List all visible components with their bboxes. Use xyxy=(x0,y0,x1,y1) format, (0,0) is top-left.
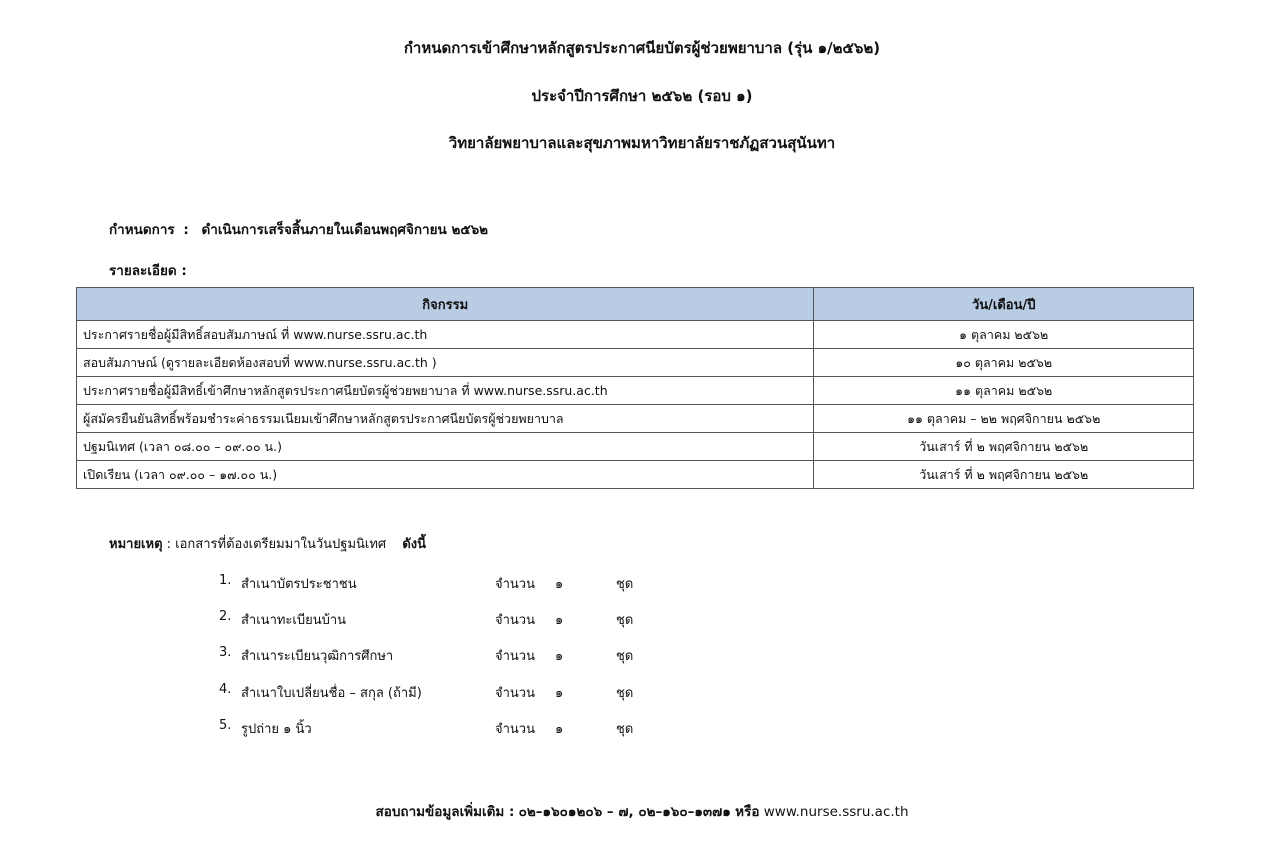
academic-year-heading: ประจำปีการศึกษา ๒๕๖๒ (รอบ ๑) xyxy=(531,87,753,105)
table-row xyxy=(77,377,1194,405)
item-unit: ชุด xyxy=(616,722,634,737)
contact-footer xyxy=(0,800,1284,822)
item-name: สำเนาระเบียนวุฒิการศึกษา xyxy=(241,649,394,664)
activity-cell: ประกาศรายชื่อผู้มีสิทธิ์สอบสัมภาษณ์ ที่ www.nurse.ssru.ac.th xyxy=(77,321,814,349)
activity-cell: ผู้สมัครยืนยันสิทธิ์พร้อมชำระค่าธรรมเนียมเข้าศึกษาหลักสูตรประกาศนียบัตรผู้ช่วยพยาบาล xyxy=(77,405,814,433)
schedule-separator: : xyxy=(183,222,189,238)
item-qty-label: จำนวน xyxy=(495,649,535,664)
item-unit: ชุด xyxy=(616,577,634,592)
item-number: 2. xyxy=(219,609,232,624)
date-cell: วันเสาร์ ที่ ๒ พฤศจิกายน ๒๕๖๒ xyxy=(814,433,1194,461)
contact-website-link[interactable]: www.nurse.ssru.ac.th xyxy=(763,804,909,820)
table-row xyxy=(77,461,1194,489)
item-qty-label: จำนวน xyxy=(495,686,535,701)
table-row xyxy=(77,321,1194,349)
item-name: สำเนาใบเปลี่ยนชื่อ – สกุล (ถ้ามี) xyxy=(241,686,422,701)
item-qty-label: จำนวน xyxy=(495,577,535,592)
table-row xyxy=(77,349,1194,377)
item-number: 5. xyxy=(219,718,232,733)
note-text: : เอกสารที่ต้องเตรียมมาในวันปฐมนิเทศ xyxy=(166,537,387,552)
activity-cell: ประกาศรายชื่อผู้มีสิทธิ์เข้าศึกษาหลักสูตรประกาศนียบัตรผู้ช่วยพยาบาล ที่ www.nurse.ssru.ac.th xyxy=(77,377,814,405)
item-name: สำเนาบัตรประชาชน xyxy=(241,577,357,592)
date-cell: ๑ ตุลาคม ๒๕๖๒ xyxy=(814,321,1194,349)
item-number: 3. xyxy=(219,645,232,660)
contact-label: สอบถามข้อมูลเพิ่มเติม : xyxy=(375,804,515,820)
contact-phones: ๐๒–๑๖๐๑๒๐๖ – ๗, ๐๒–๑๖๐–๑๓๗๑ xyxy=(518,804,731,820)
table-header-row xyxy=(77,288,1194,321)
schedule-line xyxy=(109,218,488,240)
table-row xyxy=(77,405,1194,433)
item-count: ๑ xyxy=(555,722,564,737)
schedule-value: ดำเนินการเสร็จสิ้นภายในเดือนพฤศจิกายน ๒๕๖๒ xyxy=(201,222,489,238)
contact-or: หรือ xyxy=(735,804,760,820)
item-unit: ชุด xyxy=(616,613,634,628)
item-count: ๑ xyxy=(555,649,564,664)
item-number: 4. xyxy=(219,682,232,697)
item-unit: ชุด xyxy=(616,649,634,664)
activity-cell: ปฐมนิเทศ (เวลา ๐๘.๐๐ – ๐๙.๐๐ น.) xyxy=(77,433,814,461)
item-name: รูปถ่าย ๑ นิ้ว xyxy=(241,722,312,737)
date-cell: วันเสาร์ ที่ ๒ พฤศจิกายน ๒๕๖๒ xyxy=(814,461,1194,489)
document-title: กำหนดการเข้าศึกษาหลักสูตรประกาศนียบัตรผู้ช่วยพยาบาล (รุ่น ๑/๒๕๖๒) xyxy=(403,39,881,57)
item-unit: ชุด xyxy=(616,686,634,701)
details-label: รายละเอียด : xyxy=(109,263,187,279)
college-name-heading: วิทยาลัยพยาบาลและสุขภาพมหาวิทยาลัยราชภัฏสวนสุนันทา xyxy=(448,134,836,152)
item-name: สำเนาทะเบียนบ้าน xyxy=(241,613,347,628)
note-label: หมายเหตุ xyxy=(109,537,163,552)
date-cell: ๑๐ ตุลาคม ๒๕๖๒ xyxy=(814,349,1194,377)
schedule-table xyxy=(76,287,1194,489)
column-header-date: วัน/เดือน/ปี xyxy=(814,288,1194,321)
item-count: ๑ xyxy=(555,577,564,592)
schedule-label: กำหนดการ xyxy=(109,222,175,238)
column-header-activity: กิจกรรม xyxy=(77,288,814,321)
item-qty-label: จำนวน xyxy=(495,722,535,737)
date-cell: ๑๑ ตุลาคม – ๒๒ พฤศจิกายน ๒๕๖๒ xyxy=(814,405,1194,433)
item-number: 1. xyxy=(219,573,232,588)
item-qty-label: จำนวน xyxy=(495,613,535,628)
note-emphasis: ดังนี้ xyxy=(402,537,426,552)
table-row xyxy=(77,433,1194,461)
item-count: ๑ xyxy=(555,686,564,701)
activity-cell: สอบสัมภาษณ์ (ดูรายละเอียดห้องสอบที่ www.nurse.ssru.ac.th ) xyxy=(77,349,814,377)
item-count: ๑ xyxy=(555,613,564,628)
activity-cell: เปิดเรียน (เวลา ๐๙.๐๐ – ๑๗.๐๐ น.) xyxy=(77,461,814,489)
note-line xyxy=(109,533,426,554)
date-cell: ๑๑ ตุลาคม ๒๕๖๒ xyxy=(814,377,1194,405)
